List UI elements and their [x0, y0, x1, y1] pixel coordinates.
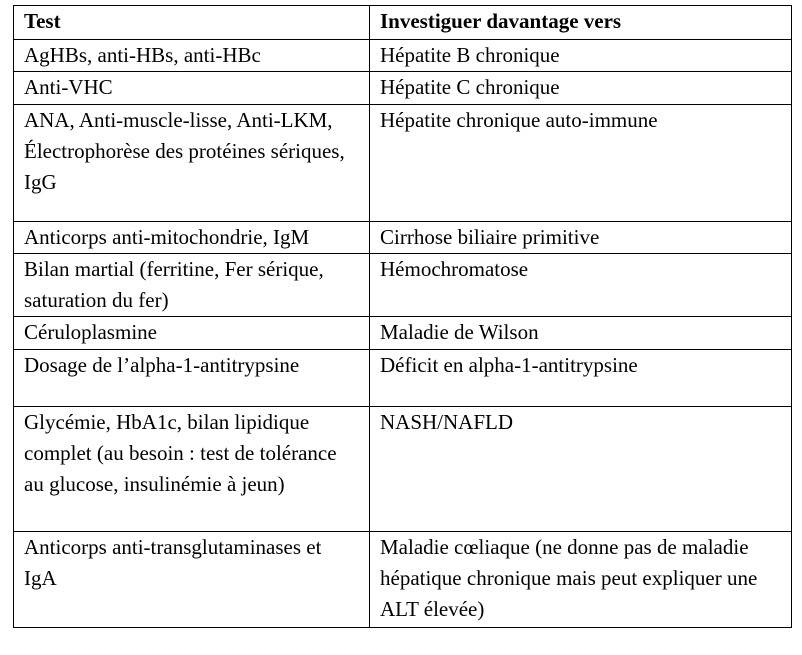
test-cell: AgHBs, anti-HBs, anti-HBc	[14, 40, 370, 72]
diagnostic-table	[13, 5, 792, 628]
table-row	[14, 317, 792, 350]
table-row	[14, 350, 792, 407]
target-cell: Hémochromatose	[370, 254, 792, 317]
table-row	[14, 105, 792, 222]
test-cell: Dosage de l’alpha-1-antitrypsine	[14, 350, 370, 407]
header-row	[14, 6, 792, 40]
test-cell: Glycémie, HbA1c, bilan lipidique complet (au besoin : test de tolérance au glucose, insulinémie à jeun)	[14, 407, 370, 532]
header-test: Test	[14, 6, 370, 40]
table-row	[14, 40, 792, 72]
target-cell: NASH/NAFLD	[370, 407, 792, 532]
target-cell: Déficit en alpha-1-antitrypsine	[370, 350, 792, 407]
test-cell: ANA, Anti-muscle-lisse, Anti-LKM, Électrophorèse des protéines sériques, IgG	[14, 105, 370, 222]
table-row	[14, 407, 792, 532]
target-cell: Hépatite C chronique	[370, 72, 792, 105]
target-cell: Maladie de Wilson	[370, 317, 792, 350]
table-row	[14, 222, 792, 254]
test-cell: Anticorps anti-transglutaminases et IgA	[14, 532, 370, 628]
table-row	[14, 254, 792, 317]
test-cell: Céruloplasmine	[14, 317, 370, 350]
target-cell: Maladie cœliaque (ne donne pas de maladie hépatique chronique mais peut expliquer une ALT élevée)	[370, 532, 792, 628]
test-cell: Anti-VHC	[14, 72, 370, 105]
test-cell: Anticorps anti-mitochondrie, IgM	[14, 222, 370, 254]
target-cell: Hépatite B chronique	[370, 40, 792, 72]
header-investigate: Investiguer davantage vers	[370, 6, 792, 40]
target-cell: Cirrhose biliaire primitive	[370, 222, 792, 254]
target-cell: Hépatite chronique auto-immune	[370, 105, 792, 222]
table-row	[14, 532, 792, 628]
table-row	[14, 72, 792, 105]
test-cell: Bilan martial (ferritine, Fer sérique, saturation du fer)	[14, 254, 370, 317]
